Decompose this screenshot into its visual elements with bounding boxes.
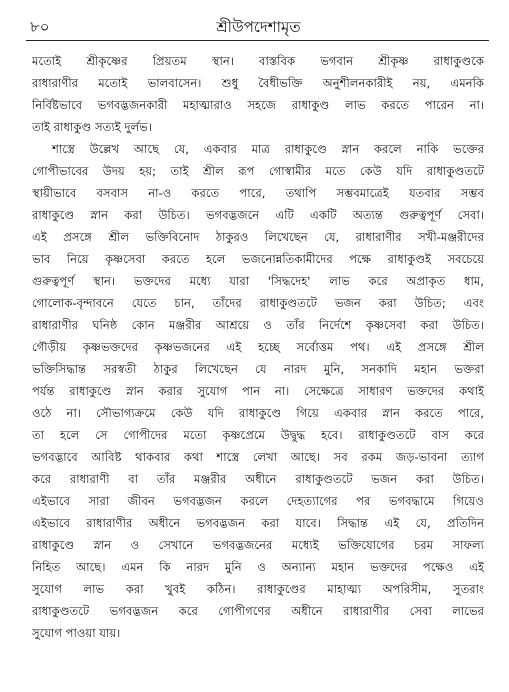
text-line: ভক্তিসিদ্ধান্ত সরস্বতী ঠাকুর লিখেছেন যে নারদ মুনি, সনকাদি মহান ভক্তরা — [32, 362, 484, 376]
text-line: রাধাকুণ্ডে স্নান ও সেখানে ভগবদ্ভজনের মধ্যেই ভক্তিযোগের চরম সাফল্য — [32, 538, 484, 552]
text-line: স্থায়ীভাবে বসবাস না-ও করতে পারে, তথাপি সম্ভবমাত্রেই যতবার সম্ভব — [32, 186, 484, 200]
text-line: করে রাধারাণী বা তাঁর মঞ্জরীর অধীনে রাধাকুণ্ডতটে ভজন করা উচিত। — [32, 472, 484, 486]
text-line: শাস্ত্রে উল্লেখ আছে যে, একবার মাত্র রাধাকুণ্ডে স্নান করলে নাকি ভক্তের — [52, 142, 484, 156]
text-line: এই প্রসঙ্গে শ্রীল ভক্তিবিনোদ ঠাকুরও লিখেছেন যে, রাধারাণীর সখী-মঞ্জরীদের — [32, 230, 484, 244]
body-text — [32, 50, 484, 644]
header-rule — [26, 40, 489, 41]
text-line: এইভাবে রাধারাণীর অধীনে ভগবদ্ভজন করা যাবে। সিদ্ধান্ত এই যে, প্রতিদিন — [32, 516, 484, 530]
text-line: ওঠে না। সৌভাগ্যক্রমে কেউ যদি রাধাকুণ্ডে গিয়ে একবার স্নান করতে পারে, — [32, 406, 484, 420]
text-line: ভাব নিয়ে কৃষ্ণসেবা করতে হলে ভজনোন্নতিকামীদের পক্ষে রাধাকুণ্ডই সবচেয়ে — [32, 252, 484, 266]
running-title: শ্রীউপদেশামৃত — [216, 18, 301, 36]
text-line: সুযোগ লাভ করা খুবই কঠিন। রাধাকুণ্ডের মাহাত্ম্য অপরিসীম, সুতরাং — [32, 582, 484, 596]
text-line: পর্যন্ত রাধাকুণ্ডে স্নান করার সুযোগ পান না। সেক্ষেত্রে সাধারণ ভক্তদের কথাই — [32, 384, 484, 398]
page-number: ৮০ — [30, 18, 50, 36]
text-line: নির্বিষ্টভাবে ভগবদ্ভজনকারী মহাত্মারাও সহজে রাধাকুণ্ড লাভ করতে পারেন না। — [32, 98, 484, 112]
text-line: ভগবদ্ভাবে আবিষ্ট থাকবার কথা শাস্ত্রে লেখা আছে। সব রকম জড়-ভাবনা ত্যাগ — [32, 450, 484, 464]
text-line: গুরুত্বপূর্ণ স্থান। ভক্তদের মধ্যে যারা 'সিদ্ধদেহ' লাভ করে অপ্রাকৃত ধাম, — [32, 274, 484, 288]
text-line: রাধাকুণ্ডে স্নান করা উচিত। ভগবদ্ভজনে এটি একটি অত্যন্ত গুরুত্বপূর্ণ সেবা। — [32, 208, 484, 222]
text-line: রাধারাণীর মতোই ভালবাসেন। শুধু বৈধীভক্তি অনুশীলনকারীই নয়, এমনকি — [32, 76, 484, 90]
text-line: গোপীভাবের উদয় হয়; তাই শ্রীল রূপ গোস্বামীর মতে কেউ যদি রাধাকুণ্ডতটে — [32, 164, 484, 178]
text-line: রাধাকুণ্ডতটে ভগবদ্ভজন করে গোপীগণের অধীনে রাধারাণীর সেবা লাভের — [32, 604, 484, 618]
text-line: তা হলে সে গোপীদের মতো কৃষ্ণপ্রেমে উদ্বুদ্ধ হবে। রাধাকুণ্ডতটে বাস করে — [32, 428, 484, 442]
text-line: তাই রাধাকুণ্ড সত্যই দুর্লভ। — [32, 120, 152, 134]
text-line: এইভাবে সারা জীবন ভগবদ্ভজন করলে দেহত্যাগের পর ভগবদ্ধামে গিয়েও — [32, 494, 484, 508]
text-line: সুযোগ পাওয়া যায়। — [32, 626, 121, 640]
text-line: মতোই শ্রীকৃষ্ণের প্রিয়তম স্থান। বাস্তবিক ভগবান শ্রীকৃষ্ণ রাধাকুণ্ডকে — [32, 54, 484, 68]
text-line: নিহিত আছে। এমন কি নারদ মুনি ও অন্যান্য মহান ভক্তদের পক্ষেও এই — [32, 560, 484, 574]
page-header — [30, 14, 487, 40]
text-line: গোলোক-বৃন্দাবনে যেতে চান, তাঁদের রাধাকুণ্ডতটে ভজন করা উচিত; এবং — [32, 296, 484, 310]
text-line: গৌড়ীয় কৃষ্ণভক্তদের কৃষ্ণভজনের এই হচ্ছে সর্বোত্তম পথ। এই প্রসঙ্গে শ্রীল — [32, 340, 484, 354]
text-line: রাধারাণীর ঘনিষ্ঠ কোন মঞ্জরীর আশ্রয়ে ও তাঁর নির্দেশে কৃষ্ণসেবা করা উচিত। — [32, 318, 484, 332]
